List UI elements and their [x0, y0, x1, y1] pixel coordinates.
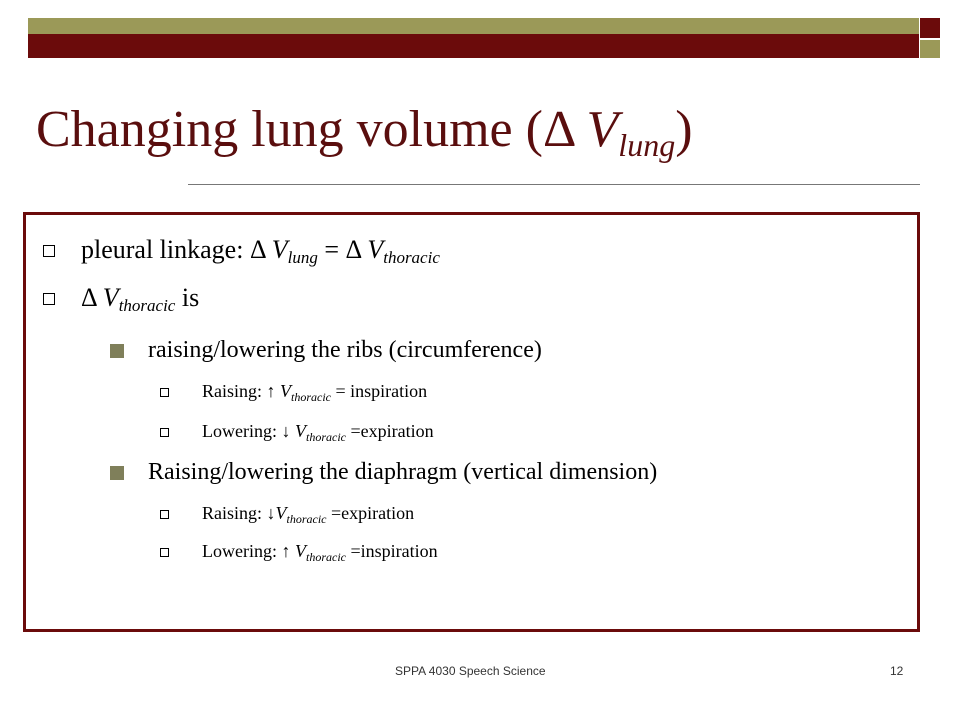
hollow-square-bullet: [160, 428, 169, 437]
footer-course: SPPA 4030 Speech Science: [395, 664, 546, 678]
title-rule: [188, 184, 920, 185]
footer-page-number: 12: [890, 664, 904, 678]
hollow-square-bullet: [160, 388, 169, 397]
bullet-delta-thoracic: Δ $V_{thoracic}$ is: [81, 283, 199, 316]
top-maroon-band: [28, 34, 919, 58]
down-arrow-icon: ↓: [266, 503, 276, 523]
item-diaphragm-lowering: Lowering: ↑ $V_{thoracic}$ =inspiration: [202, 541, 438, 565]
up-arrow-icon: ↑: [266, 381, 276, 401]
content-box: [23, 212, 920, 632]
filled-square-bullet: [110, 344, 124, 358]
top-olive-band: [28, 18, 919, 34]
item-ribs-raising: Raising: ↑ $V_{thoracic}$ = inspiration: [202, 381, 427, 405]
slide-title: Changing lung volume (Δ $V_{lung}$): [36, 101, 693, 163]
hollow-square-bullet: [43, 293, 55, 305]
item-ribs-lowering: Lowering: ↓ $V_{thoracic}$ =expiration: [202, 421, 434, 445]
corner-square-maroon: [920, 18, 940, 38]
corner-square-olive: [920, 40, 940, 58]
down-arrow-icon: ↓: [281, 421, 291, 441]
hollow-square-bullet: [160, 510, 169, 519]
item-diaphragm-raising: Raising: $↓V_{thoracic}$ =expiration: [202, 503, 414, 527]
hollow-square-bullet: [160, 548, 169, 557]
hollow-square-bullet: [43, 245, 55, 257]
bullet-pleural-linkage: pleural linkage: Δ $V_{lung} = \Delta$ $V_{thoracic}$: [81, 235, 440, 268]
subbullet-diaphragm: Raising/lowering the diaphragm (vertical dimension): [148, 459, 657, 486]
up-arrow-icon: ↑: [281, 541, 291, 561]
subbullet-ribs: raising/lowering the ribs (circumference): [148, 337, 542, 364]
filled-square-bullet: [110, 466, 124, 480]
